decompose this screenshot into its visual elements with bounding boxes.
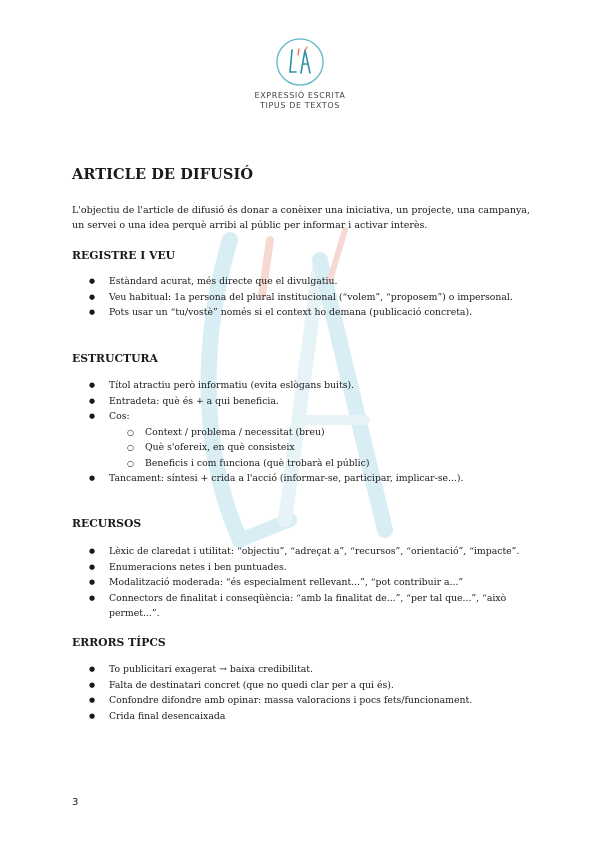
list-item [72,409,530,471]
section-list-registre [72,274,530,321]
list-item: ● Veu habitual: 1a persona del plural institucional (“volem”, “proposem”) o impersonal. [72,290,530,306]
list-item: ● Entradeta: què és + a qui beneficia. [72,394,530,410]
section-heading-errors: ERRORS TÍPCS [72,636,166,649]
list-item: ● Pots usar un “tu/vostè” només si el context ho demana (publicació concreta). [72,305,530,321]
list-item: ● Modalització moderada: “és especialment rellevant...”, “pot contribuir a...” [72,575,530,591]
section-list-estructura [72,378,530,487]
sub-list-item: ○ Què s'ofereix, en què consisteix [109,440,530,456]
section-list-errors [72,662,530,724]
section-heading-recursos: RECURSOS [72,517,142,530]
header-line-1: EXPRESSIÓ ESCRITA [254,91,346,100]
section-heading-estructura: ESTRUCTURA [72,352,158,365]
list-item: ● Estàndard acurat, més directe que el divulgatiu. [72,274,530,290]
header-line-2: TIPUS DE TEXTOS [260,101,340,110]
page-number: 3 [72,797,79,808]
list-item: ● Tancament: síntesi + crida a l'acció (informar-se, participar, implicar-se...). [72,471,530,487]
list-item-label: Cos: [109,411,130,422]
section-heading-registre: REGISTRE I VEU [72,249,176,262]
page-header [0,36,600,111]
section-list-recursos [72,544,530,622]
list-item: ● Falta de destinatari concret (que no quedi clar per a qui és). [72,678,530,694]
list-item: ● Crida final desencaixada [72,709,530,725]
page-title: ARTICLE DE DIFUSIÓ [72,166,254,183]
sub-list [109,425,530,472]
list-item: ● Confondre difondre amb opinar: massa valoracions i pocs fets/funcionament. [72,693,530,709]
list-item: ● Títol atractiu però informatiu (evita eslògans buits). [72,378,530,394]
list-item: ● Enumeracions netes i ben puntuades. [72,560,530,576]
list-item: ● Connectors de finalitat i conseqüència: “amb la finalitat de...”, “per tal que...”, “això permet...”. [72,591,530,622]
list-item: ● To publicitari exagerat → baixa credibilitat. [72,662,530,678]
list-item: ● Lèxic de claredat i utilitat: “objectiu”, “adreçat a”, “recursos”, “orientació”, “impacte”. [72,544,530,560]
logo-icon [274,36,326,88]
sub-list-item: ○ Beneficis i com funciona (què trobarà el públic) [109,456,530,472]
intro-paragraph: L'objectiu de l'article de difusió és donar a conèixer una iniciativa, un projecte, una campanya, un servei o una idea perquè arribi al públic per informar i activar interès. [72,205,530,231]
sub-list-item: ○ Context / problema / necessitat (breu) [109,425,530,441]
